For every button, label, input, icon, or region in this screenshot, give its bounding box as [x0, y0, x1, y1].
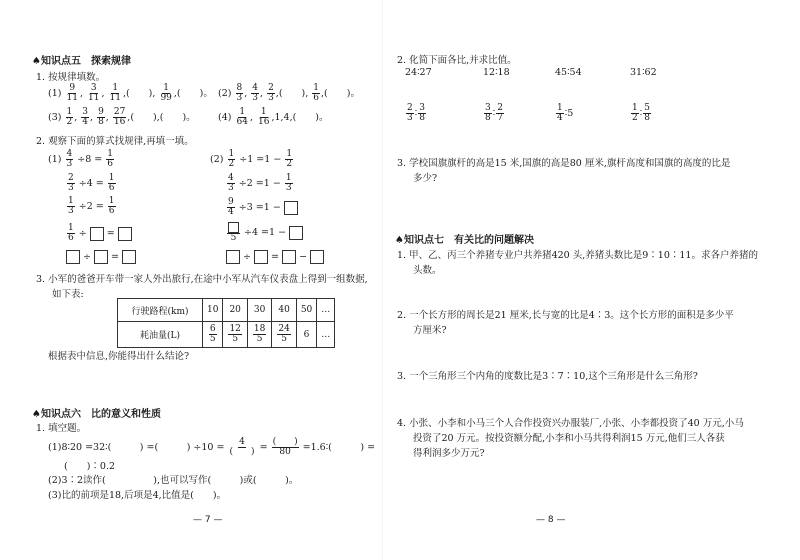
s6-q1-instruction: 1. 填空题。 — [36, 423, 87, 434]
table-cell: 20 — [223, 299, 247, 322]
q1-item-2: (2) $\frac{8}{3}$ , $\frac{4}{3}$ , $\frac{2}{3}$ ,( ), $\frac{1}{6}$ ,( )。 — [218, 83, 360, 103]
section-7-title: ♠知识点七 有关比的问题解决 — [395, 235, 534, 246]
table-row — [118, 322, 335, 348]
section-5-title: ♠知识点五 探索规律 — [32, 56, 131, 67]
pattern-left-row-4: $\frac{1}{6}$ ÷ = — [66, 224, 132, 243]
table-cell: 40 — [272, 299, 296, 322]
fraction-ratio-3: $\frac{1}{4}$ ∶5 — [557, 103, 574, 123]
q3-question: 根据表中信息,你能得出什么结论? — [48, 351, 190, 362]
q2-instruction: 2. 观察下面的算式找规律,再填一填。 — [36, 136, 194, 147]
table-cell: … — [317, 299, 335, 322]
pattern-left-row-2: $\frac{2}{3}$ ÷4 = $\frac{1}{6}$ — [68, 173, 115, 193]
fraction-ratio-2: $\frac{3}{8}$ ∶ $\frac{2}{7}$ — [485, 103, 503, 123]
table-cell: $\frac{6}{5}$ — [203, 322, 223, 348]
pattern-right-row-3: $\frac{9}{4}$ ÷3 =1 − — [226, 198, 298, 217]
q3-text-line-1: 3. 小军的爸爸开车带一家人外出旅行,在途中小军从汽车仪表盘上得到一组数据, — [36, 274, 368, 285]
pattern-right-row-4: 5 ÷4 =1 − — [226, 222, 303, 243]
ratio-4: 31∶62 — [630, 67, 657, 78]
table-cell: 50 — [296, 299, 316, 322]
q1-item-4: (4) $\frac{1}{64}$ , $\frac{1}{16}$ ,1,4,( )。 — [218, 107, 329, 127]
pattern-right-row-5: ÷ = − — [226, 250, 324, 264]
r-q3-line-1: 3. 学校国旗旗杆的高是15 米,国旗的高是80 厘米,旗杆高度和国旗的高度的比是 — [397, 158, 731, 169]
fraction-ratio-4: $\frac{1}{2}$ ∶ $\frac{5}{8}$ — [632, 103, 650, 123]
table-cell: 30 — [247, 299, 271, 322]
page-fold — [382, 0, 383, 560]
fraction-ratio-1: $\frac{2}{3}$ ∶ $\frac{3}{8}$ — [407, 103, 425, 123]
section-6-title: ♠知识点六 比的意义和性质 — [32, 409, 161, 420]
ratio-2: 12∶18 — [483, 67, 510, 78]
s6-q1-item-3: (3)比的前项是18,后项是4,比值是( )。 — [48, 490, 227, 501]
table-row-label: 行驶路程(km) — [118, 299, 203, 322]
answer-box[interactable] — [284, 201, 298, 215]
answer-box[interactable] — [254, 250, 268, 264]
s7-q2-line-2: 方厘米? — [413, 325, 447, 336]
r-q2-instruction: 2. 化简下面各比,并求比值。 — [397, 55, 517, 66]
s6-q1-item-1-cont: ( )∶0.2 — [64, 461, 116, 472]
pattern-left-row-5: ÷ = — [66, 250, 136, 264]
table-row — [118, 299, 335, 322]
r-q3-line-2: 多少? — [413, 173, 438, 184]
answer-box[interactable] — [90, 227, 104, 241]
q1-item-3: (3) $\frac{1}{2}$ , $\frac{3}{4}$ , $\frac{9}{8}$ , $\frac{27}{16}$ ,( ),( )。 — [48, 107, 196, 127]
s7-q1-line-2: 头数。 — [413, 265, 442, 276]
s7-q1-line-1: 1. 甲、乙、丙三个养猪专业户共养猪420 头,养猪头数比是9∶10∶11。求各户养猪的 — [397, 250, 758, 261]
s7-q3: 3. 一个三角形三个内角的度数比是3∶7∶10,这个三角形是什么三角形? — [397, 371, 698, 382]
s7-q2-line-1: 2. 一个长方形的周长是21 厘米,长与宽的比是4∶3。这个长方形的面积是多少平 — [397, 310, 734, 321]
s6-q1-item-1: (1)8∶20 =32∶( ) =( ) ÷10 = $\frac{4}{( )}$ = $\frac{( )}{80}$ =1.6∶( ) = — [48, 437, 376, 457]
answer-box[interactable] — [94, 250, 108, 264]
answer-box[interactable] — [226, 250, 240, 264]
s7-q4-line-3: 得利润多少万元? — [413, 448, 485, 459]
pattern-right-row-1: (2) $\frac{1}{2}$ ÷1 =1 − $\frac{1}{2}$ — [210, 149, 293, 169]
table-cell: $\frac{24}{5}$ — [272, 322, 296, 348]
page-number-left: — 7 — — [193, 515, 223, 525]
q3-text-line-2: 如下表: — [52, 289, 84, 300]
answer-box[interactable] — [122, 250, 136, 264]
table-row-label: 耗油量(L) — [118, 322, 203, 348]
table-cell: $\frac{18}{5}$ — [247, 322, 271, 348]
answer-box[interactable] — [228, 222, 239, 233]
answer-box[interactable] — [282, 250, 296, 264]
ratio-3: 45∶54 — [555, 67, 582, 78]
table-cell: … — [317, 322, 335, 348]
s6-q1-item-2: (2)3∶2读作( ),也可以写作( )或( )。 — [48, 475, 299, 486]
table-cell: $\frac{12}{5}$ — [223, 322, 247, 348]
answer-box[interactable] — [289, 226, 303, 240]
s7-q4-line-2: 投资了20 万元。按投资额分配,小李和小马共得利润15 万元,他们三人各获 — [413, 433, 725, 444]
ratio-1: 24∶27 — [405, 67, 432, 78]
fuel-table — [117, 298, 335, 348]
pattern-right-row-2: $\frac{4}{3}$ ÷2 =1 − $\frac{1}{3}$ — [228, 173, 292, 193]
table-cell: 6 — [296, 322, 316, 348]
pattern-left-row-3: $\frac{1}{3}$ ÷2 = $\frac{1}{6}$ — [68, 196, 115, 216]
answer-box[interactable] — [66, 250, 80, 264]
s7-q4-line-1: 4. 小张、小李和小马三个人合作投资兴办服装厂,小张、小李都投资了40 万元,小马 — [397, 418, 744, 429]
answer-box[interactable] — [118, 227, 132, 241]
page-number-right: — 8 — — [536, 515, 566, 525]
answer-box[interactable] — [310, 250, 324, 264]
pattern-left-row-1: (1) $\frac{4}{3}$ ÷8 = $\frac{1}{6}$ — [48, 149, 114, 169]
q1-item-1: (1) $\frac{9}{11}$ , $\frac{3}{11}$ , $\frac{1}{11}$ ,( ), $\frac{1}{99}$ ,( )。 — [48, 83, 213, 103]
table-cell: 10 — [203, 299, 223, 322]
q1-instruction: 1. 按规律填数。 — [36, 72, 106, 83]
